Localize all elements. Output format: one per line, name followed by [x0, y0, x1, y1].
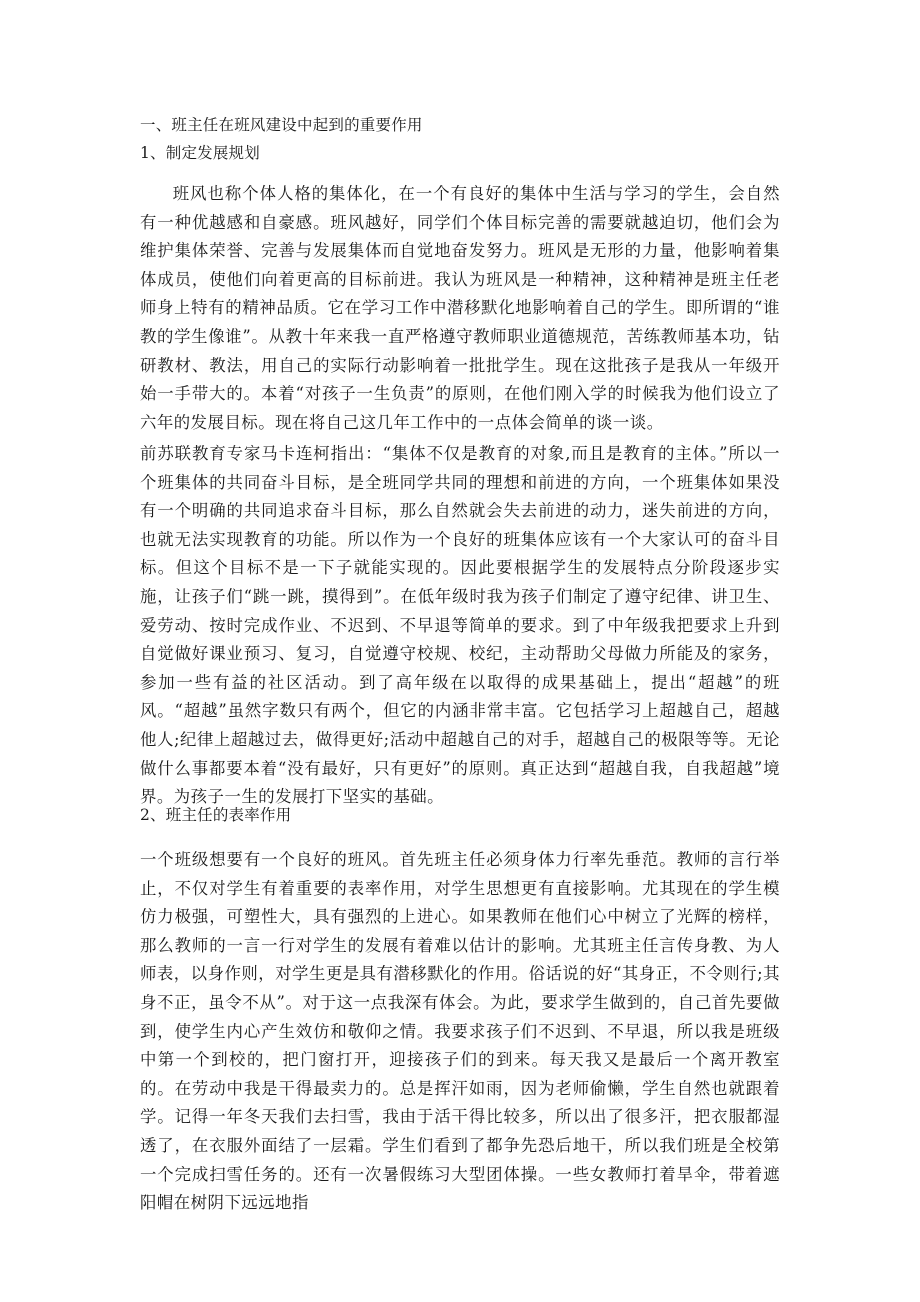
- paragraph-2: 前苏联教育专家马卡连柯指出：“集体不仅是教育的对象,而且是教育的主体。”所以一个班集体的共同奋斗目标，是全班同学共同的理想和前进的方向，一个班集体如果没有一个明确的共同追求奋斗目标，那么自然就会失去前进的动力，迷失前进的方向，也就无法实现教育的功能。所以作为一个良好的班集体应该有一个大家认可的奋斗目标。但这个目标不是一下子就能实现的。因此要根据学生的发展特点分阶段逐步实施，让孩子们“跳一跳，摸得到”。在低年级时我为孩子们制定了遵守纪律、讲卫生、爱劳动、按时完成作业、不迟到、不早退等简单的要求。到了中年级我把要求上升到自觉做好课业预习、复习，自觉遵守校规、校纪，主动帮助父母做力所能及的家务，参加一些有益的社区活动。到了高年级在以取得的成果基础上，提出“超越”的班风。“超越”虽然字数只有两个，但它的内涵非常丰富。它包括学习上超越自己，超越他人;纪律上超越过去，做得更好;活动中超越自己的对手，超越自己的极限等等。无论做什么事都要本着“没有最好，只有更好”的原则。真正达到“超越自我，自我超越”境界。为孩子一生的发展打下坚实的基础。: [140, 444, 780, 807]
- paragraph-1: 班风也称个体人格的集体化，在一个有良好的集体中生活与学习的学生，会自然有一种优越感和自豪感。班风越好，同学们个体目标完善的需要就越迫切，他们会为维护集体荣誉、完善与发展集体而自觉地奋发努力。班风是无形的力量，他影响着集体成员，使他们向着更高的目标前进。我认为班风是一种精神，这种精神是班主任老师身上特有的精神品质。它在学习工作中潜移默化地影响着自己的学生。即所谓的“谁教的学生像谁”。从教十年来我一直严格遵守教师职业道德规范，苦练教师基本功，钻研教材、教法，用自己的实际行动影响着一批批学生。现在这批孩子是我从一年级开始一手带大的。本着“对孩子一生负责”的原则，在他们刚入学的时候我为他们设立了六年的发展目标。现在将自己这几年工作中的一点体会简单的谈一谈。: [140, 184, 780, 432]
- paragraph-3: 一个班级想要有一个良好的班风。首先班主任必须身体力行率先垂范。教师的言行举止，不仅对学生有着重要的表率作用，对学生思想更有直接影响。尤其现在的学生模仿力极强，可塑性大，具有强烈的上进心。如果教师在他们心中树立了光辉的榜样，那么教师的一言一行对学生的发展有着难以估计的影响。尤其班主任言传身教、为人师表，以身作则，对学生更是具有潜移默化的作用。俗话说的好“其身正，不令则行;其身不正，虽令不从”。对于这一点我深有体会。为此，要求学生做到的，自己首先要做到，使学生内心产生效仿和敬仰之情。我要求孩子们不迟到、不早退，所以我是班级中第一个到校的，把门窗打开，迎接孩子们的到来。每天我又是最后一个离开教室的。在劳动中我是干得最卖力的。总是挥汗如雨，因为老师偷懒，学生自然也就跟着学。记得一年冬天我们去扫雪，我由于活干得比较多，所以出了很多汗，把衣服都湿透了，在衣服外面结了一层霜。学生们看到了都争先恐后地干，所以我们班是全校第一个完成扫雪任务的。还有一次暑假练习大型团体操。一些女教师打着旱伞，带着遮阳帽在树阴下远远地指: [140, 850, 780, 1213]
- subsection-heading-2: 2、班主任的表率作用: [140, 806, 292, 824]
- section-heading: 一、班主任在班风建设中起到的重要作用: [140, 116, 423, 134]
- subsection-heading-1: 1、制定发展规划: [140, 144, 260, 162]
